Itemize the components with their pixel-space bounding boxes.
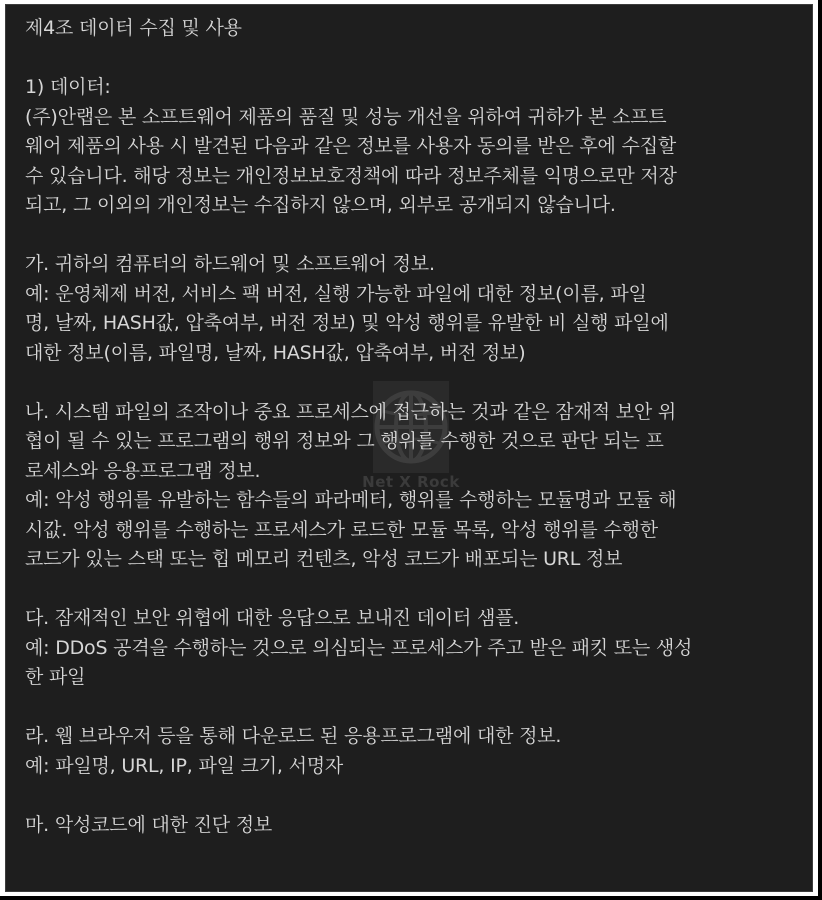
license-text: [25, 14, 813, 840]
paragraph-line: 되고, 그 이외의 개인정보는 수집하지 않으며, 외부로 공개되지 않습니다.: [25, 194, 616, 216]
list-item-ra: 라. 웹 브라우저 등을 통해 다운로드 된 응용프로그램에 대한 정보.: [25, 725, 562, 747]
list-item-da: 다. 잠재적인 보안 위협에 대한 응답으로 보내진 데이터 샘플.: [25, 607, 520, 629]
list-item-ma: 마. 악성코드에 대한 진단 정보: [25, 813, 273, 836]
paragraph-line: 대한 정보(이름, 파일명, 날짜, HASH값, 압축여부, 버전 정보): [25, 341, 526, 364]
watermark-text: Net X Rock: [362, 473, 460, 491]
license-text-panel: [5, 4, 813, 892]
list-item-na: 나. 시스템 파일의 조작이나 중요 프로세스에 접근하는 것과 같은 잠재적 보안 위: [25, 400, 677, 423]
paragraph-line: 로세스와 응용프로그램 정보.: [25, 459, 261, 482]
paragraph-line: 예: 악성 행위를 유발하는 함수들의 파라메터, 행위를 수행하는 모듈명과 모듈 해: [25, 489, 677, 511]
paragraph-line: 시값. 악성 행위를 수행하는 프로세스가 로드한 모듈 목록, 악성 행위를 수행한: [25, 518, 658, 541]
spacer: [25, 221, 813, 251]
list-item-ga: 가. 귀하의 컴퓨터의 하드웨어 및 소프트웨어 정보.: [25, 253, 435, 275]
spacer: [25, 781, 813, 811]
spacer: [25, 368, 813, 398]
paragraph-line: 예: 파일명, URL, IP, 파일 크기, 서명자: [25, 754, 344, 777]
paragraph-line: 코드가 있는 스택 또는 힙 메모리 컨텐츠, 악성 코드가 배포되는 URL 정보: [25, 548, 623, 570]
paragraph-line: 협이 될 수 있는 프로그램의 행위 정보와 그 행위를 수행한 것으로 판단 되는 프: [25, 430, 664, 452]
paragraph-line: 명, 날짜, HASH값, 압축여부, 버전 정보) 및 악성 행위를 유발한 비 실행 파일에: [25, 312, 669, 334]
spacer: [25, 575, 813, 605]
spacer: [25, 44, 813, 74]
paragraph-line: 웨어 제품의 사용 시 발견된 다음과 같은 정보를 사용자 동의를 받은 후에 수집할: [25, 135, 677, 157]
paragraph-line: 수 있습니다. 해당 정보는 개인정보보호정책에 따라 정보주체를 익명으로만 저장: [25, 164, 677, 187]
paragraph-line: (주)안랩은 본 소프트웨어 제품의 품질 및 성능 개선을 위하여 귀하가 본 소프트: [25, 105, 667, 128]
section-title: 1) 데이터:: [25, 76, 111, 98]
paragraph-line: 예: DDoS 공격을 수행하는 것으로 의심되는 프로세스가 주고 받은 패킷 또는 생성: [25, 636, 693, 659]
paragraph-line: 예: 운영체제 버전, 서비스 팩 버전, 실행 가능한 파일에 대한 정보(이름, 파일: [25, 282, 647, 305]
spacer: [25, 693, 813, 723]
article-heading: 제4조 데이터 수집 및 사용: [25, 17, 242, 39]
paragraph-line: 한 파일: [25, 666, 86, 688]
